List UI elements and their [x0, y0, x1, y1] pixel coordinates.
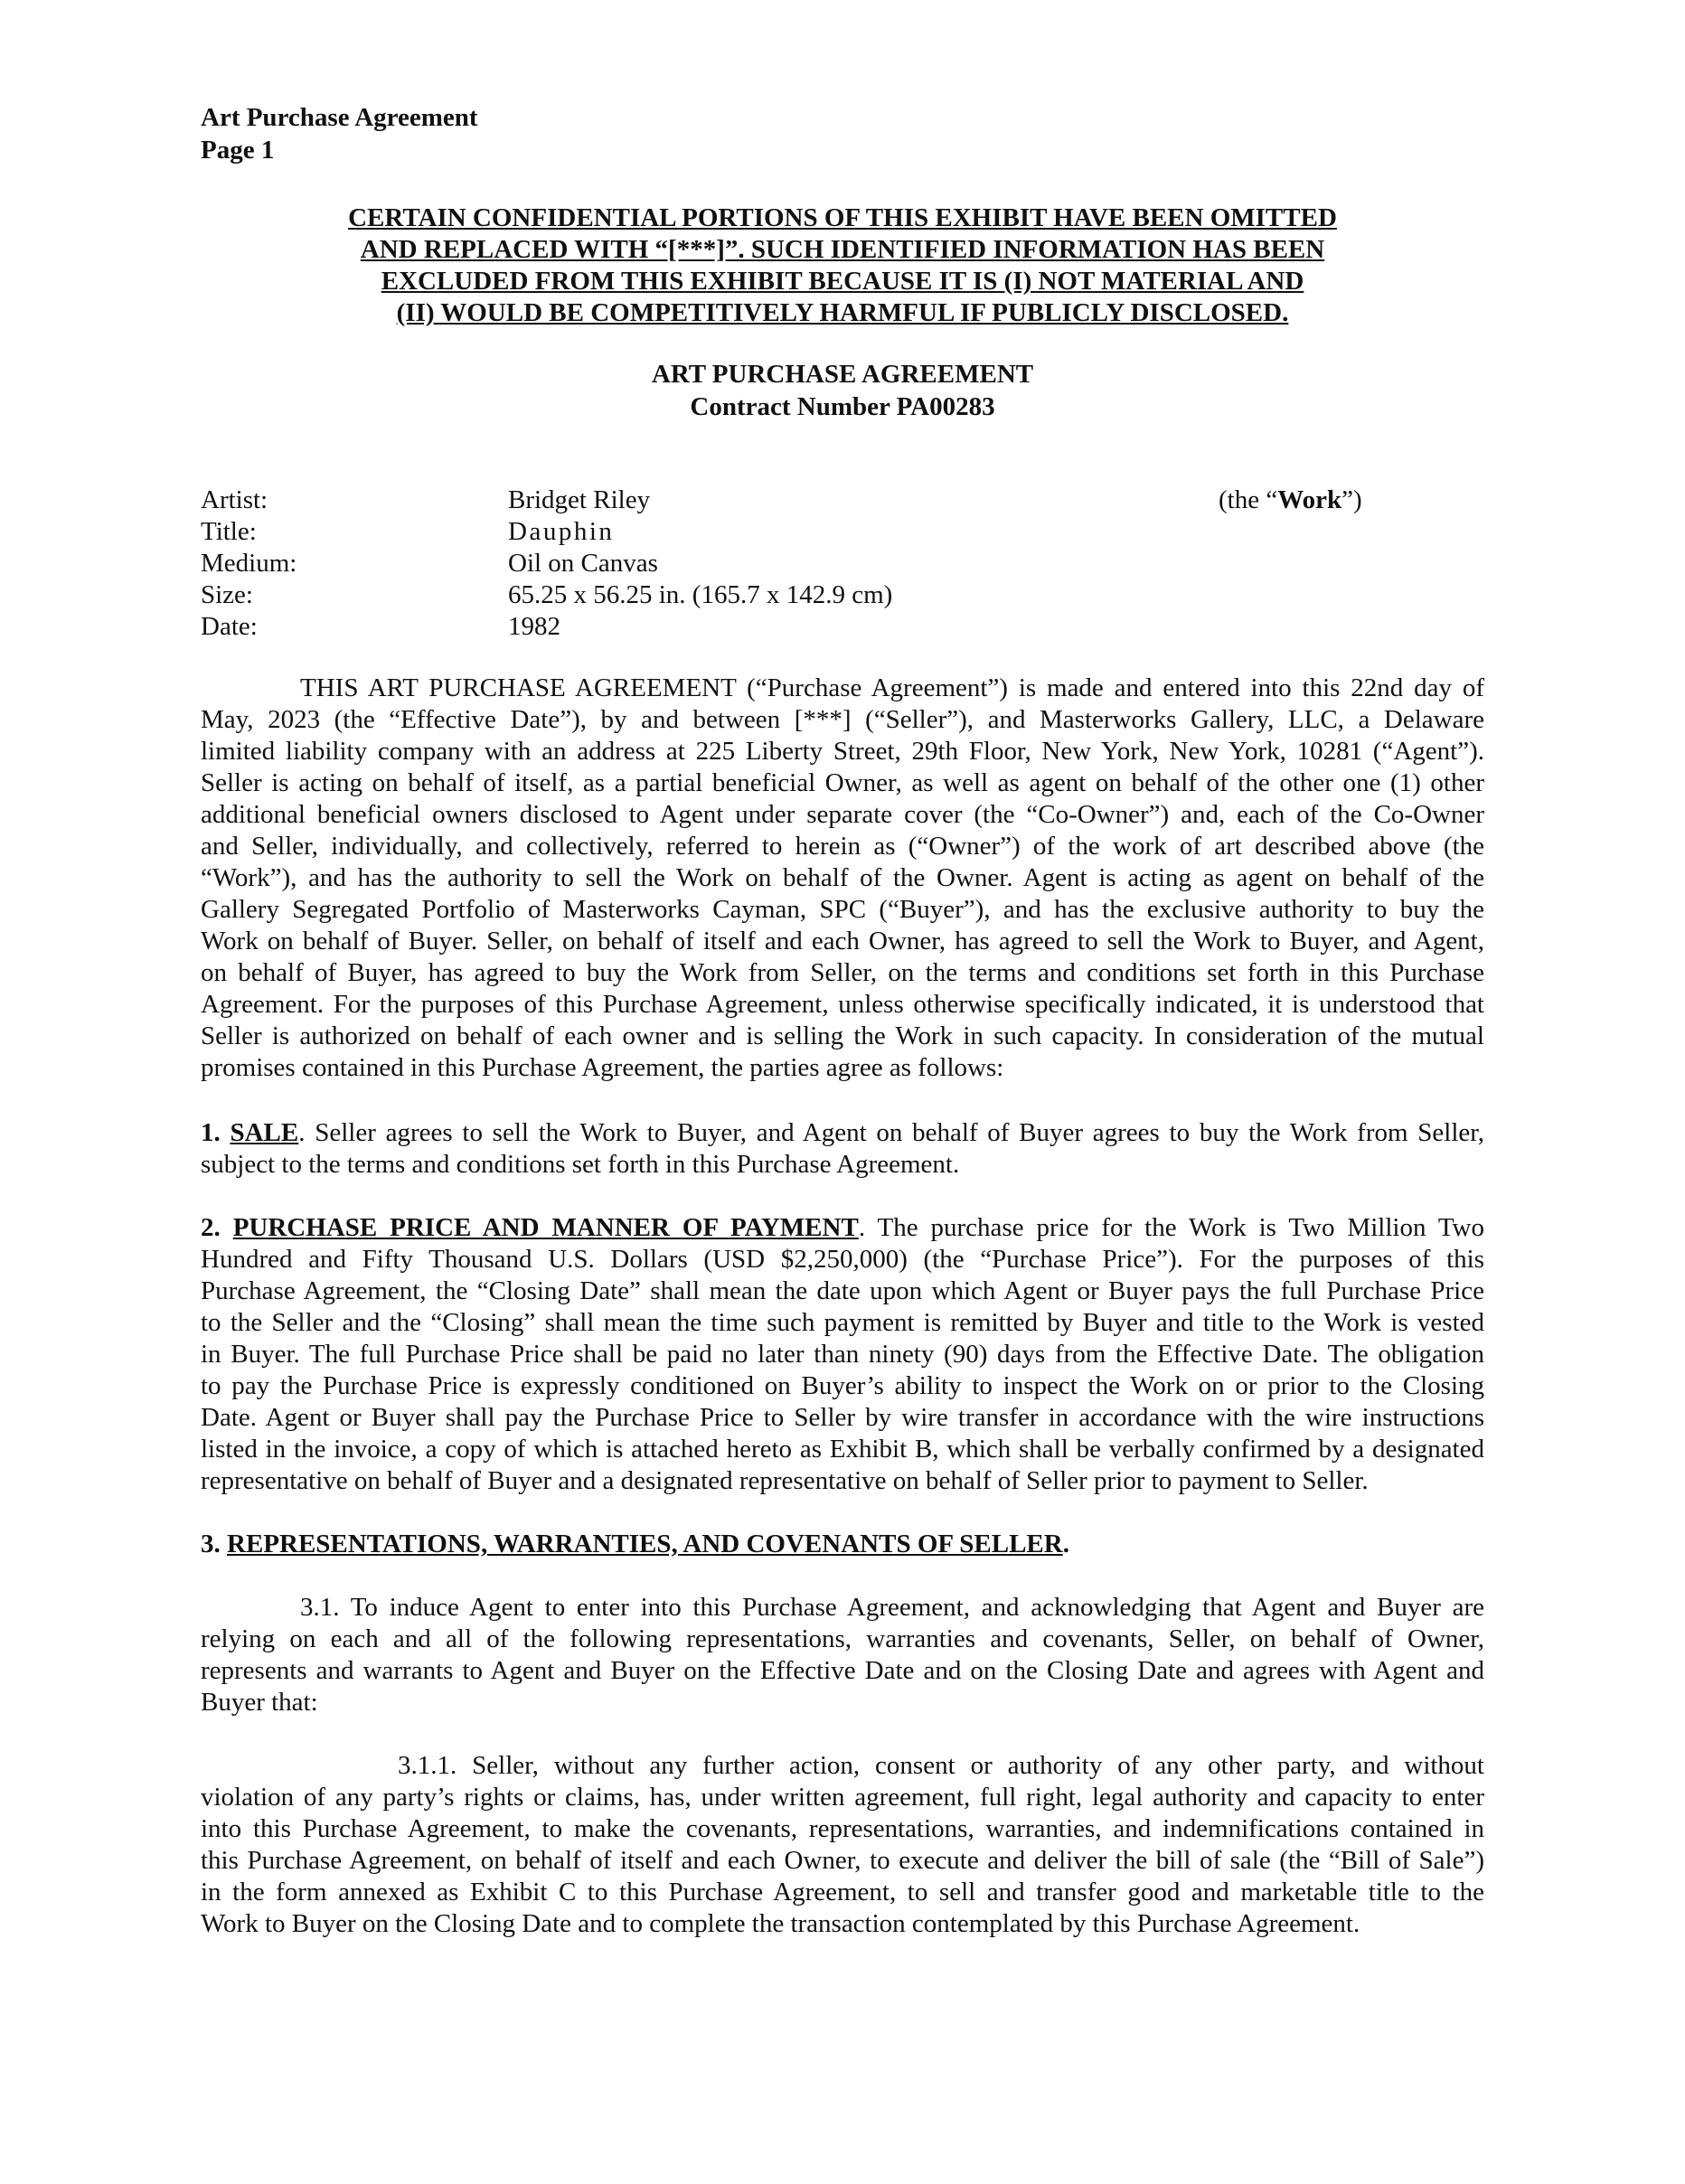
paragraph-line: Buyer that: [201, 1688, 318, 1717]
paragraph-line: Purchase Agreement, the “Closing Date” shall mean the date upon which Agent or Buyer pays the full Purchase Price [201, 1276, 1484, 1305]
field-value: Bridget Riley [508, 485, 651, 514]
notice-line: EXCLUDED FROM THIS EXHIBIT BECAUSE IT IS (I) NOT MATERIAL AND [381, 267, 1304, 296]
paragraph-line: “Work”), and has the authority to sell the Work on behalf of the Owner. Agent is acting as agent on behalf of the [201, 863, 1484, 892]
work-field-date [201, 611, 1484, 643]
field-label: Size: [201, 580, 253, 609]
header-doc-title: Art Purchase Agreement [201, 103, 478, 132]
section-text: . Seller agrees to sell the Work to Buyer, and Agent on behalf of Buyer agrees to buy the Work from Seller, [298, 1118, 1484, 1147]
paragraph-line: in the form annexed as Exhibit C to this Purchase Agreement, to sell and transfer good and marketable title to the [201, 1878, 1484, 1906]
paragraph-line: Date. Agent or Buyer shall pay the Purchase Price to Seller by wire transfer in accordance with the wire instructions [201, 1403, 1484, 1432]
section-1-sale [201, 1117, 1484, 1181]
paragraph-line: THIS ART PURCHASE AGREEMENT (“Purchase Agreement”) is made and entered into this 22nd day of [300, 673, 1484, 702]
paragraph-line: Seller is authorized on behalf of each owner and is selling the Work in such capacity. In consideration of the mutual [201, 1021, 1484, 1050]
field-label: Title: [201, 517, 257, 546]
paragraph-line: representative on behalf of Buyer and a designated representative on behalf of Seller prior to payment to Seller. [201, 1466, 1369, 1495]
section-3-1-1 [201, 1750, 1484, 1940]
paragraph-line [201, 1117, 1484, 1149]
paragraph-line: listed in the invoice, a copy of which is attached hereto as Exhibit B, which shall be verbally confirmed by a designated [201, 1435, 1484, 1464]
paragraph-line: 3.1.1. Seller, without any further action, consent or authority of any other party, and without [398, 1751, 1484, 1780]
field-label: Artist: [201, 485, 268, 514]
section-heading: PURCHASE PRICE AND MANNER OF PAYMENT [232, 1213, 859, 1242]
paragraph-line: May, 2023 (the “Effective Date”), by and between [***] (“Seller”), and Masterworks Gallery, LLC, a Delaware [201, 705, 1484, 734]
page-header [201, 101, 478, 166]
paragraph-line: limited liability company with an address at 225 Liberty Street, 29th Floor, New York, New York, 10281 (“Agent”). [201, 737, 1484, 766]
paragraph-line: Seller is acting on behalf of itself, as a partial beneficial Owner, as well as agent on behalf of the other one (1) other [201, 768, 1484, 797]
field-label: Date: [201, 612, 258, 641]
section-heading-end: . [1062, 1530, 1069, 1558]
work-tag-bold: Work [1277, 485, 1342, 514]
paragraph-line: this Purchase Agreement, on behalf of itself and each Owner, to execute and deliver the bill of sale (the “Bill of Sale”) [201, 1846, 1484, 1875]
section-3-heading [201, 1529, 1484, 1560]
work-tag-prefix: (the “ [1219, 485, 1278, 514]
paragraph-line: Hundred and Fifty Thousand U.S. Dollars (USD $2,250,000) (the “Purchase Price”). For the purposes of this [201, 1245, 1484, 1274]
paragraph-line: Work to Buyer on the Closing Date and to complete the transaction contemplated by this Purchase Agreement. [201, 1909, 1360, 1938]
notice-line: CERTAIN CONFIDENTIAL PORTIONS OF THIS EXHIBIT HAVE BEEN OMITTED [348, 203, 1337, 232]
field-label: Medium: [201, 549, 297, 578]
work-field-medium [201, 548, 1484, 579]
paragraph-line: into this Purchase Agreement, to make the covenants, representations, warranties, and indemnifications contained in [201, 1814, 1484, 1843]
paragraph-line: 3.1. To induce Agent to enter into this Purchase Agreement, and acknowledging that Agent and Buyer are [300, 1593, 1484, 1622]
header-page-label: Page 1 [201, 136, 275, 165]
paragraph-line: to pay the Purchase Price is expressly conditioned on Buyer’s ability to inspect the Work on or prior to the Closing [201, 1371, 1484, 1400]
paragraph-line: subject to the terms and conditions set forth in this Purchase Agreement. [201, 1150, 960, 1179]
paragraph-line [201, 1529, 1484, 1560]
paragraph-line: on behalf of Buyer, has agreed to buy the Work from Seller, on the terms and conditions set forth in this Purchase [201, 958, 1484, 987]
paragraph-line: in Buyer. The full Purchase Price shall be paid no later than ninety (90) days from the Effective Date. The obligation [201, 1340, 1484, 1369]
work-tag-suffix: ”) [1341, 485, 1362, 514]
paragraph-line: relying on each and all of the following representations, warranties and covenants, Seller, on behalf of Owner, [201, 1624, 1484, 1653]
paragraph-line: promises contained in this Purchase Agreement, the parties agree as follows: [201, 1053, 1004, 1082]
field-value: Dauphin [508, 517, 615, 546]
intro-paragraph [201, 673, 1484, 1084]
work-field-size [201, 579, 1484, 611]
paragraph-line [201, 1212, 1484, 1244]
paragraph-line: represents and warrants to Agent and Buyer on the Effective Date and on the Closing Date and agrees with Agent and [201, 1656, 1484, 1685]
paragraph-line: Work on behalf of Buyer. Seller, on behalf of itself and each Owner, has agreed to sell the Work to Buyer, and Agent, [201, 927, 1484, 956]
confidentiality-notice [201, 202, 1484, 329]
section-heading: REPRESENTATIONS, WARRANTIES, AND COVENANTS OF SELLER [227, 1530, 1063, 1558]
section-number: 1. [201, 1118, 221, 1147]
notice-line: AND REPLACED WITH “[***]”. SUCH IDENTIFIED INFORMATION HAS BEEN [360, 235, 1325, 264]
field-value: 1982 [508, 612, 560, 641]
paragraph-line: violation of any party’s rights or claims, has, under written agreement, full right, legal authority and capacity to enter [201, 1783, 1484, 1812]
field-value: 65.25 x 56.25 in. (165.7 x 142.9 cm) [508, 580, 893, 609]
contract-number: Contract Number PA00283 [690, 392, 995, 421]
section-number: 3. [201, 1530, 221, 1558]
section-3-1 [201, 1592, 1484, 1718]
paragraph-line: Agreement. For the purposes of this Purchase Agreement, unless otherwise specifically indicated, it is understood that [201, 990, 1484, 1019]
agreement-title-block [201, 358, 1484, 423]
work-field-title [201, 516, 1484, 548]
section-number: 2. [201, 1213, 221, 1242]
paragraph-line: Gallery Segregated Portfolio of Masterworks Cayman, SPC (“Buyer”), and has the exclusive authority to buy the [201, 895, 1484, 924]
work-defined-term [1219, 485, 1362, 516]
paragraph-line: additional beneficial owners disclosed to Agent under separate cover (the “Co-Owner”) and, each of the Co-Owner [201, 800, 1484, 829]
paragraph-line: to the Seller and the “Closing” shall mean the time such payment is remitted by Buyer and title to the Work is vested [201, 1308, 1484, 1337]
section-heading: SALE [230, 1118, 299, 1147]
agreement-title: ART PURCHASE AGREEMENT [651, 360, 1034, 389]
section-text: . The purchase price for the Work is Two Million Two [858, 1213, 1484, 1242]
paragraph-line: and Seller, individually, and collectively, referred to herein as (“Owner”) of the work of art described above (the [201, 832, 1484, 861]
section-2-purchase-price [201, 1212, 1484, 1497]
notice-line: (II) WOULD BE COMPETITIVELY HARMFUL IF PUBLICLY DISCLOSED. [396, 298, 1289, 327]
field-value: Oil on Canvas [508, 549, 658, 578]
